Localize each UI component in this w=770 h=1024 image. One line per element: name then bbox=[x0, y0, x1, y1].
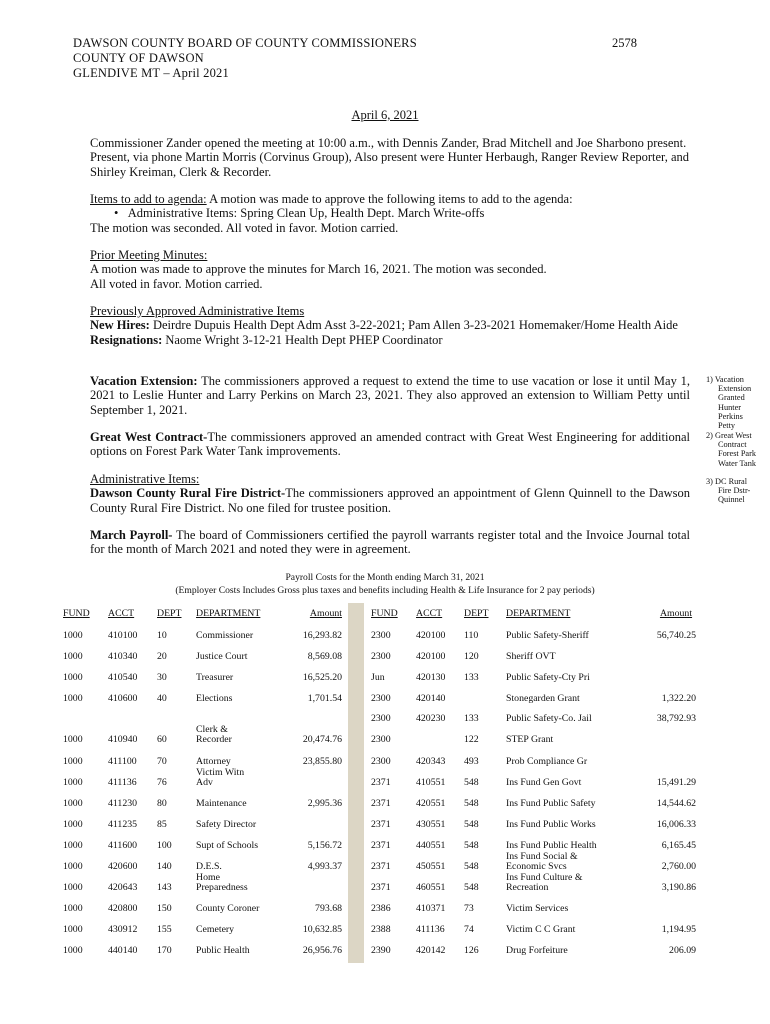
table-cell: D.E.S. bbox=[196, 861, 222, 872]
table-cell: 410540 bbox=[108, 672, 138, 683]
table-cell: Jun bbox=[371, 672, 385, 683]
table-cell: 420100 bbox=[416, 651, 446, 662]
table-cell: 1000 bbox=[63, 672, 83, 683]
vacation-label: Vacation Extension: bbox=[90, 374, 198, 388]
table-cell: 410100 bbox=[108, 630, 138, 641]
margin-note-line: Granted bbox=[718, 393, 745, 403]
table-cell: 420551 bbox=[416, 798, 446, 809]
meeting-date: April 6, 2021 bbox=[351, 108, 419, 122]
payroll-text: The board of Commissioners certified the payroll warrants register total and the Invoice Journal total for the month of March 2021 and noted they were in agreement. bbox=[90, 528, 691, 557]
table-cell: 420130 bbox=[416, 672, 446, 683]
rural-fire-text: The commissioners approved an appointment of Glenn Quinnell to the Dawson County Rural Fire District. No one filed for trustee position. bbox=[90, 486, 690, 515]
table-cell: 170 bbox=[157, 945, 172, 956]
table-cell: 2371 bbox=[371, 861, 391, 872]
table-cell: 1000 bbox=[63, 798, 83, 809]
table-cell: 74 bbox=[464, 924, 474, 935]
table-cell: 2300 bbox=[371, 630, 391, 641]
table-cell: 2,760.00 bbox=[661, 861, 696, 872]
table-header-cell: DEPARTMENT bbox=[506, 608, 571, 619]
table-cell: 4,993.37 bbox=[307, 861, 342, 872]
margin-note-line: Water Tank bbox=[718, 458, 756, 468]
table-cell: 1000 bbox=[63, 651, 83, 662]
table-cell: 14,544.62 bbox=[656, 798, 696, 809]
table-cell: 2371 bbox=[371, 840, 391, 851]
header-line: GLENDIVE MT – April 2021 bbox=[73, 66, 229, 80]
table-cell: 20,474.76 bbox=[302, 734, 342, 745]
table-cell: 16,006.33 bbox=[656, 819, 696, 830]
table-cell: Maintenance bbox=[196, 798, 247, 809]
table-header-cell: ACCT bbox=[416, 608, 443, 619]
table-cell: 140 bbox=[157, 861, 172, 872]
table-cell: 2300 bbox=[371, 693, 391, 704]
prior-heading: Prior Meeting Minutes: bbox=[90, 248, 208, 262]
table-cell: Public Safety-Cty Pri bbox=[506, 672, 590, 683]
table-cell: Ins Fund Public Safety bbox=[506, 798, 596, 809]
table-cell: 548 bbox=[464, 861, 479, 872]
table-cell: 440140 bbox=[108, 945, 138, 956]
table-cell: 410600 bbox=[108, 693, 138, 704]
table-cell: 548 bbox=[464, 840, 479, 851]
table-cell: 420800 bbox=[108, 903, 138, 914]
table-cell: Victim Witn Adv bbox=[196, 766, 245, 788]
table-cell: 120 bbox=[464, 651, 479, 662]
table-cell: 548 bbox=[464, 882, 479, 893]
table-header-cell: FUND bbox=[371, 608, 398, 619]
admin-items-heading: Administrative Items: bbox=[90, 472, 200, 486]
table-cell: Public Health bbox=[196, 945, 250, 956]
table-cell: 122 bbox=[464, 734, 479, 745]
table-cell: 23,855.80 bbox=[302, 756, 342, 767]
table-cell: County Coroner bbox=[196, 903, 260, 914]
table-cell: 410371 bbox=[416, 903, 446, 914]
header-line: DAWSON COUNTY BOARD OF COUNTY COMMISSIONERS bbox=[73, 36, 417, 50]
table-cell: 16,293.82 bbox=[302, 630, 342, 641]
table-cell: 420142 bbox=[416, 945, 446, 956]
vacation-extension-paragraph bbox=[90, 374, 690, 417]
table-cell: 1000 bbox=[63, 756, 83, 767]
table-cell: 76 bbox=[157, 777, 167, 788]
margin-note-line: Petty bbox=[718, 421, 736, 431]
table-cell: 2388 bbox=[371, 924, 391, 935]
table-cell: 548 bbox=[464, 819, 479, 830]
table-cell: Public Safety-Sheriff bbox=[506, 630, 589, 641]
margin-note-first: 3) DC Rural bbox=[706, 477, 748, 486]
intro-paragraph: Commissioner Zander opened the meeting at 10:00 a.m., with Dennis Zander, Brad Mitchell and Joe Sharbono present. Present, via phone Martin Morris (Corvinus Group), Also present were Hunter Herbaugh, Ranger Review Reporter, and Shirley Kreiman, Clerk & Recorder. bbox=[90, 136, 690, 179]
table-cell: 2300 bbox=[371, 651, 391, 662]
table-cell: 85 bbox=[157, 819, 167, 830]
table-subtitle: (Employer Costs Includes Gross plus taxes and benefits including Health & Life Insurance for 2 pay periods) bbox=[175, 585, 595, 596]
table-cell: 420600 bbox=[108, 861, 138, 872]
margin-note-line: Contract bbox=[718, 440, 747, 450]
table-cell: 10,632.85 bbox=[302, 924, 342, 935]
page-number: 2578 bbox=[612, 36, 637, 50]
margin-note-line: Hunter bbox=[718, 402, 742, 412]
table-cell: 5,156.72 bbox=[307, 840, 342, 851]
table-title: Payroll Costs for the Month ending March 31, 2021 bbox=[285, 572, 485, 583]
table-cell: 2371 bbox=[371, 882, 391, 893]
table-cell: Home Preparedness bbox=[196, 871, 248, 893]
table-cell: 16,525.20 bbox=[302, 672, 342, 683]
table-cell: 420343 bbox=[416, 756, 446, 767]
table-cell: 1000 bbox=[63, 693, 83, 704]
payroll-label: March Payroll- bbox=[90, 528, 173, 542]
table-cell: Ins Fund Culture & Recreation bbox=[506, 871, 583, 893]
table-cell: Ins Fund Public Works bbox=[506, 819, 596, 830]
margin-note-line: Fire Dstr- bbox=[718, 486, 751, 496]
table-cell: Sheriff OVT bbox=[506, 651, 556, 662]
table-cell: 1000 bbox=[63, 903, 83, 914]
table-cell: Justice Court bbox=[196, 651, 248, 662]
table-cell: 155 bbox=[157, 924, 172, 935]
table-cell: 26,956.76 bbox=[302, 945, 342, 956]
table-cell: 8,569.08 bbox=[307, 651, 342, 662]
table-divider bbox=[348, 603, 364, 963]
table-cell: 206.09 bbox=[669, 945, 696, 956]
agenda-bullet-text: Administrative Items: Spring Clean Up, Health Dept. March Write-offs bbox=[127, 206, 485, 221]
table-cell: 150 bbox=[157, 903, 172, 914]
table-cell: 420140 bbox=[416, 693, 446, 704]
table-cell: 1,322.20 bbox=[661, 693, 696, 704]
new-hires-text: Deirdre Dupuis Health Dept Adm Asst 3-22-2021; Pam Allen 3-23-2021 Homemaker/Home Health Aide bbox=[149, 318, 678, 333]
table-cell: 411600 bbox=[108, 840, 138, 851]
agenda-bullet bbox=[90, 206, 690, 220]
table-cell: 430551 bbox=[416, 819, 446, 830]
table-cell: 410551 bbox=[416, 777, 446, 788]
table-cell: Elections bbox=[196, 693, 233, 704]
table-cell: 10 bbox=[157, 630, 167, 641]
table-cell: 6,165.45 bbox=[661, 840, 696, 851]
new-hires-label: New Hires: bbox=[90, 318, 150, 333]
table-cell: 2371 bbox=[371, 798, 391, 809]
table-cell: 410340 bbox=[108, 651, 138, 662]
table-cell: STEP Grant bbox=[506, 734, 554, 745]
agenda-text: A motion was made to approve the following items to add to the agenda: bbox=[206, 192, 573, 206]
table-cell: 420230 bbox=[416, 713, 446, 724]
table-cell: Drug Forfeiture bbox=[506, 945, 568, 956]
table-cell: 1000 bbox=[63, 861, 83, 872]
table-cell: Ins Fund Public Health bbox=[506, 840, 597, 851]
table-cell: 56,740.25 bbox=[656, 630, 696, 641]
table-cell: 40 bbox=[157, 693, 167, 704]
table-cell: 2300 bbox=[371, 713, 391, 724]
table-cell: Ins Fund Social & Economic Svcs bbox=[506, 850, 578, 872]
agenda-heading: Items to add to agenda: bbox=[90, 192, 207, 206]
table-cell: 2300 bbox=[371, 734, 391, 745]
table-cell: 2371 bbox=[371, 819, 391, 830]
table-cell: Cemetery bbox=[196, 924, 235, 935]
table-cell: Clerk & Recorder bbox=[196, 723, 232, 745]
table-cell: 1000 bbox=[63, 777, 83, 788]
table-cell: 793.68 bbox=[315, 903, 342, 914]
table-cell: 60 bbox=[157, 734, 167, 745]
margin-note bbox=[706, 477, 770, 505]
table-cell: Safety Director bbox=[196, 819, 257, 830]
table-cell: Victim C C Grant bbox=[506, 924, 576, 935]
resignations-label: Resignations: bbox=[90, 332, 163, 347]
table-cell: 126 bbox=[464, 945, 479, 956]
table-cell: 20 bbox=[157, 651, 167, 662]
table-cell: 133 bbox=[464, 713, 479, 724]
table-cell: Public Safety-Co. Jail bbox=[506, 713, 592, 724]
table-cell: 100 bbox=[157, 840, 172, 851]
bullet-icon: • bbox=[114, 206, 128, 221]
table-cell: 430912 bbox=[108, 924, 138, 935]
table-header-cell: FUND bbox=[63, 608, 90, 619]
table-cell: 30 bbox=[157, 672, 167, 683]
prior-line: All voted in favor. Motion carried. bbox=[90, 276, 263, 291]
great-west-label: Great West Contract- bbox=[90, 430, 208, 444]
table-cell: 1000 bbox=[63, 924, 83, 935]
resignations-text: Naome Wright 3-12-21 Health Dept PHEP Coordinator bbox=[162, 332, 443, 347]
table-cell: 548 bbox=[464, 777, 479, 788]
table-cell: 70 bbox=[157, 756, 167, 767]
table-cell: 1,194.95 bbox=[661, 924, 696, 935]
table-cell: 1000 bbox=[63, 734, 83, 745]
previous-admin-heading: Previously Approved Administrative Items bbox=[90, 304, 305, 318]
table-cell: Prob Compliance Gr bbox=[506, 756, 588, 767]
table-cell: 548 bbox=[464, 798, 479, 809]
margin-note-line: Forest Park bbox=[718, 449, 757, 459]
table-cell: 411235 bbox=[108, 819, 138, 830]
table-cell: 133 bbox=[464, 672, 479, 683]
prior-line: A motion was made to approve the minutes for March 16, 2021. The motion was seconded. bbox=[90, 262, 547, 277]
margin-note-line: Extension bbox=[718, 384, 752, 394]
document-header bbox=[73, 36, 417, 81]
table-cell: 143 bbox=[157, 882, 172, 893]
table-cell: 2300 bbox=[371, 756, 391, 767]
margin-note bbox=[706, 375, 770, 430]
table-cell: 410940 bbox=[108, 734, 138, 745]
table-cell: 450551 bbox=[416, 861, 446, 872]
table-cell: 420100 bbox=[416, 630, 446, 641]
table-cell: 80 bbox=[157, 798, 167, 809]
table-header-cell: DEPT bbox=[464, 608, 489, 619]
margin-note bbox=[706, 431, 770, 468]
table-cell: Commissioner bbox=[196, 630, 254, 641]
header-line: COUNTY OF DAWSON bbox=[73, 51, 204, 65]
great-west-paragraph bbox=[90, 430, 690, 459]
table-header-cell: ACCT bbox=[108, 608, 135, 619]
table-cell: 38,792.93 bbox=[656, 713, 696, 724]
table-header-cell: DEPARTMENT bbox=[196, 608, 261, 619]
table-cell: Treasurer bbox=[196, 672, 234, 683]
table-cell: Attorney bbox=[196, 756, 231, 767]
margin-note-line: Quinnel bbox=[718, 495, 745, 505]
agenda-closing: The motion was seconded. All voted in favor. Motion carried. bbox=[90, 220, 399, 235]
table-cell: 15,491.29 bbox=[656, 777, 696, 788]
table-cell: Supt of Schools bbox=[196, 840, 259, 851]
margin-note-first: 1) Vacation bbox=[706, 375, 744, 384]
table-cell: 420643 bbox=[108, 882, 138, 893]
table-cell: 411136 bbox=[108, 777, 137, 788]
table-cell: 73 bbox=[464, 903, 474, 914]
table-cell: Stonegarden Grant bbox=[506, 693, 580, 704]
table-cell: 440551 bbox=[416, 840, 446, 851]
table-cell: 2390 bbox=[371, 945, 391, 956]
admin-items-section bbox=[90, 472, 690, 515]
table-cell: 493 bbox=[464, 756, 479, 767]
prior-minutes-section bbox=[90, 248, 690, 291]
table-cell: 1000 bbox=[63, 630, 83, 641]
table-cell: 3,190.86 bbox=[661, 882, 696, 893]
margin-note-first: 2) Great West bbox=[706, 431, 752, 440]
margin-note-line: Perkins bbox=[718, 411, 743, 421]
table-cell: 1000 bbox=[63, 945, 83, 956]
agenda-section bbox=[90, 192, 690, 235]
table-cell: 2386 bbox=[371, 903, 391, 914]
vacation-text: The commissioners approved a request to extend the time to use vacation or lose it until May 1, 2021 to Leslie Hunter and Larry Perkins on March 23, 2021. They also approved an extension to William Petty until September 1, 2021. bbox=[90, 374, 691, 417]
table-cell: 460551 bbox=[416, 882, 446, 893]
table-cell: Victim Services bbox=[506, 903, 569, 914]
table-cell: 1000 bbox=[63, 882, 83, 893]
table-cell: 1000 bbox=[63, 819, 83, 830]
table-header-cell: DEPT bbox=[157, 608, 182, 619]
table-cell: 2371 bbox=[371, 777, 391, 788]
table-cell: 411100 bbox=[108, 756, 137, 767]
table-cell: 1,701.54 bbox=[307, 693, 342, 704]
table-cell: 110 bbox=[464, 630, 479, 641]
rural-fire-label: Dawson County Rural Fire District- bbox=[90, 486, 286, 501]
table-cell: 2,995.36 bbox=[307, 798, 342, 809]
previous-admin-section bbox=[90, 304, 690, 347]
table-cell: Ins Fund Gen Govt bbox=[506, 777, 582, 788]
table-header-cell: Amount bbox=[659, 608, 693, 619]
table-cell: 411136 bbox=[416, 924, 445, 935]
table-header-cell: Amount bbox=[309, 608, 342, 619]
table-cell: 411230 bbox=[108, 798, 138, 809]
march-payroll-paragraph bbox=[90, 528, 690, 557]
great-west-text: The commissioners approved an amended contract with Great West Engineering for additional options on Forest Park Water Tank improvements. bbox=[90, 430, 690, 459]
table-cell: 1000 bbox=[63, 840, 83, 851]
